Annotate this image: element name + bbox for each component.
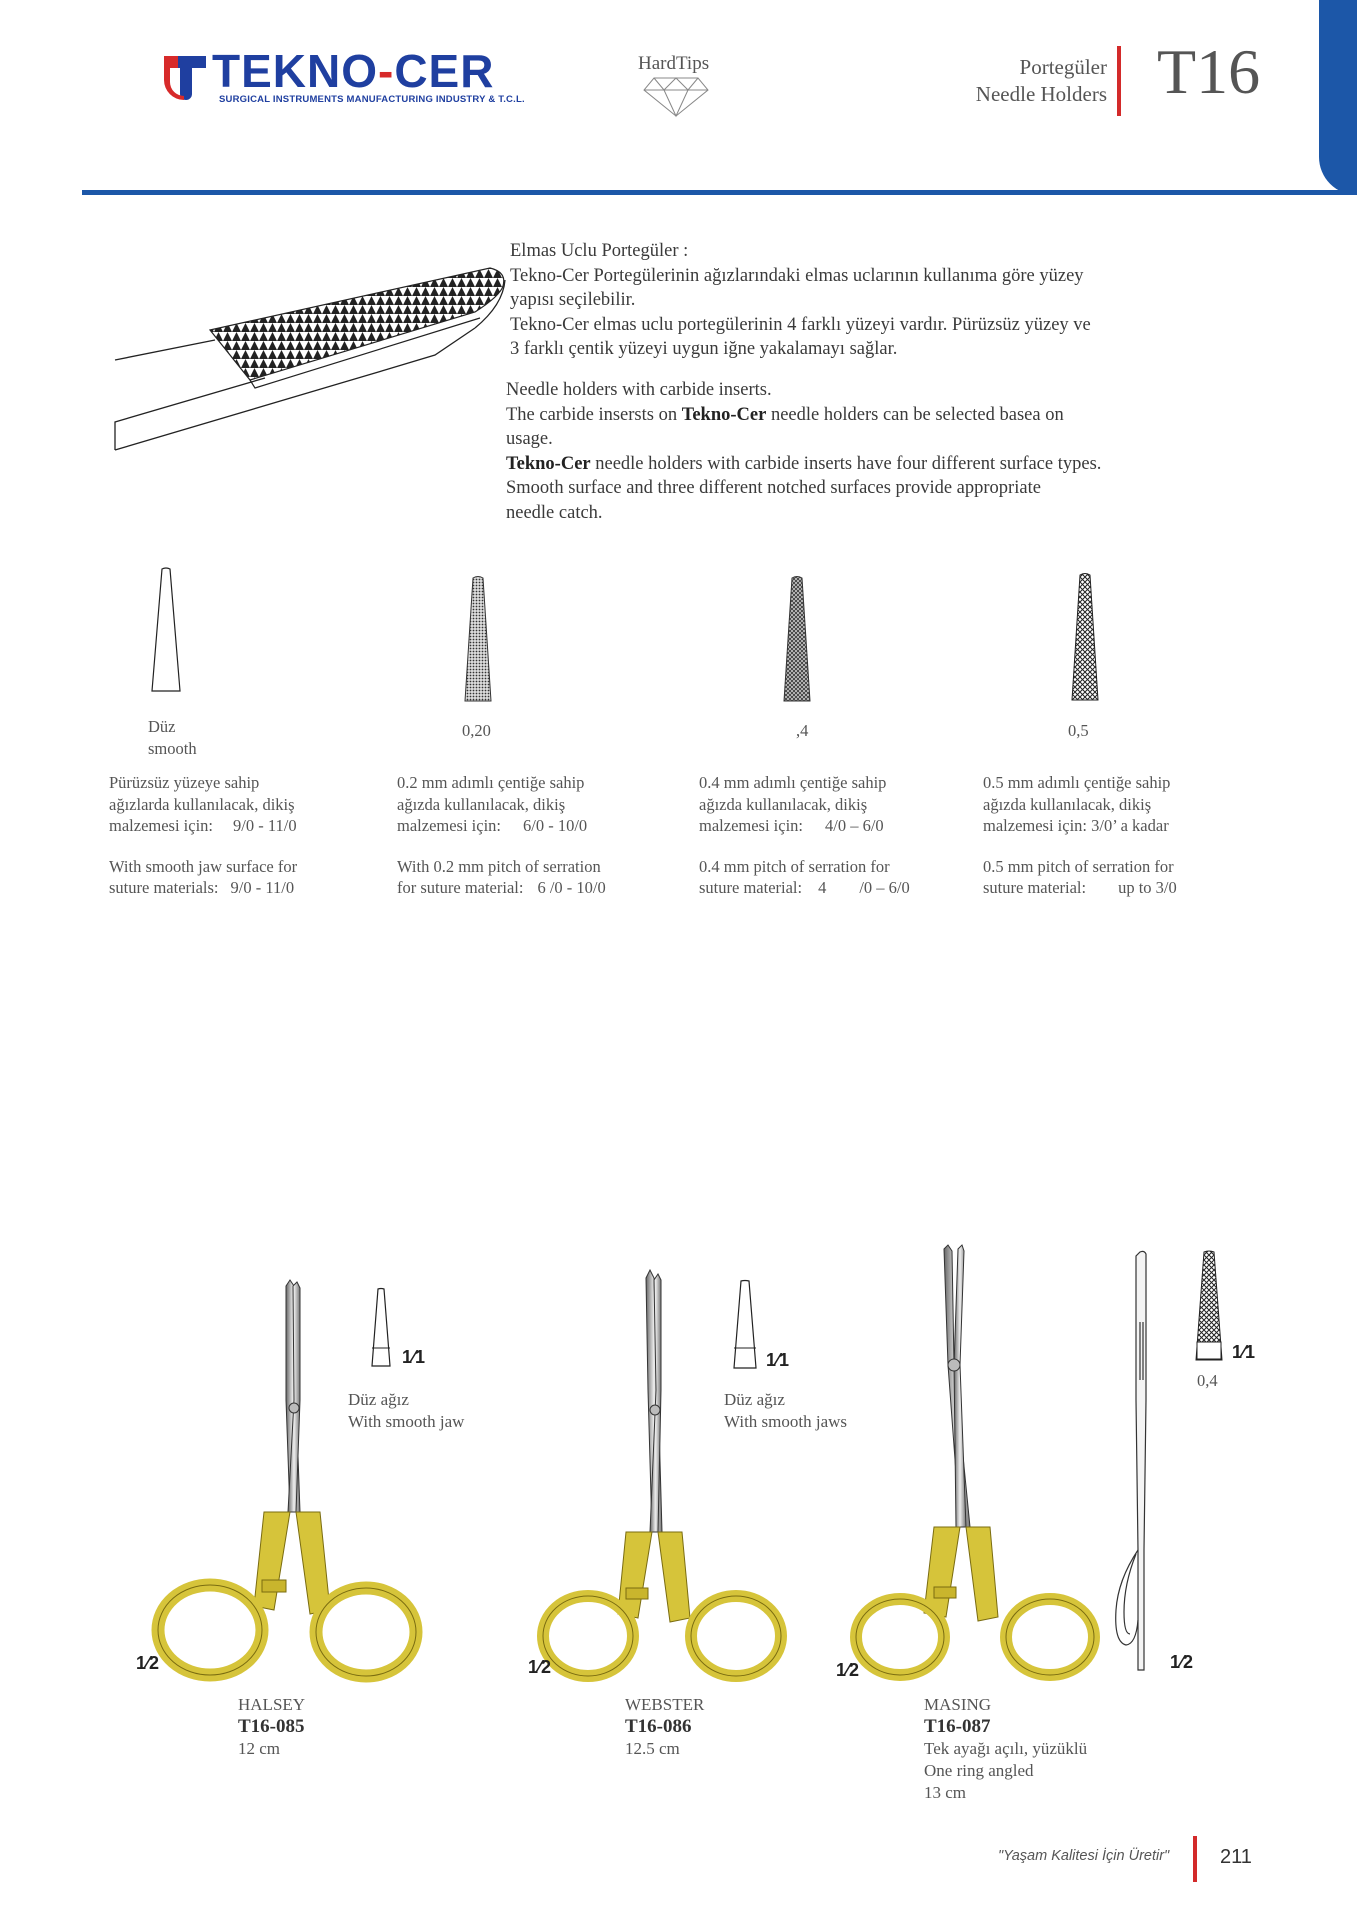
surface-desc-020: 0.2 mm adımlı çentiğe sahip ağızda kullanılacak, dikiş malzemesi için: 6/0 - 10/0 With 0.2 mm pitch of serration for suture material: 6 /0 - 10/0 — [397, 773, 606, 897]
masing-tip-scale: 1⁄1 — [1232, 1342, 1256, 1362]
halsey-tip-scale: 1⁄1 — [402, 1347, 426, 1367]
hardtips-label: HardTips — [638, 53, 710, 74]
diamond-icon — [642, 76, 710, 118]
masing-product-label: MASING T16-087 Tek ayağı açılı, yüzüklü One ring angled 13 cm — [924, 1695, 1088, 1802]
surface-desc-04: 0.4 mm adımlı çentiğe sahip ağızda kullanılacak, dikiş malzemesi için: 4/0 – 6/0 0.4 mm pitch of serration for suture material: 4 /0 – 6/0 — [699, 773, 910, 897]
masing-side-view-image — [1112, 1250, 1162, 1675]
jaw-smooth-icon — [150, 567, 182, 695]
category-title — [976, 54, 1107, 108]
masing-tip-icon — [1194, 1250, 1224, 1362]
intro-turkish: Elmas Uclu Portegüler : Tekno-Cer Portegülerinin ağızlarındaki elmas uclarının kullanıma göre yüzey yapısı seçilebilir. Tekno-Cer elmas uclu portegülerinin 4 farklı yüzeyi vardır. Pürüzsüz yüzey ve 3 farklı çentik yüzeyi uygun iğne yakalamayı sağlar. — [510, 241, 1091, 359]
section-code: T16 — [1157, 36, 1261, 107]
header-blue-corner — [1319, 0, 1357, 195]
masing-tip-label: 0,4 — [1197, 1371, 1218, 1390]
header-divider — [82, 190, 1357, 195]
webster-tip-scale: 1⁄1 — [766, 1350, 790, 1370]
webster-tip-icon — [732, 1280, 758, 1370]
surface-desc-smooth: Pürüzsüz yüzeye sahip ağızlarda kullanılacak, dikiş malzemesi için: 9/0 - 11/0 With smooth jaw surface for suture materials: 9/0 - 11/0 — [109, 773, 298, 897]
header-red-bar — [1117, 46, 1121, 116]
category-tr: Portegüler — [1019, 55, 1107, 79]
jaw-serrated-04-icon — [782, 575, 812, 703]
surface-label-04: ,4 — [796, 721, 809, 740]
footer-slogan: "Yaşam Kalitesi İçin Üretir" — [998, 1848, 1170, 1864]
halsey-product-label: HALSEY T16-085 12 cm — [238, 1695, 306, 1758]
intro-english: Needle holders with carbide inserts. The carbide insersts on Tekno-Cer needle holders can be selected basea on usage. Tekno-Cer needle holders with carbide inserts have four different surface types. Smooth surface and three different notched surfaces provide appropriate needle catch. — [506, 380, 1102, 523]
halsey-jaw-desc: Düz ağız With smooth jaw — [348, 1390, 465, 1431]
surface-label-smooth: Düz smooth — [148, 717, 197, 758]
category-en: Needle Holders — [975, 82, 1107, 106]
masing-body-scale: 1⁄2 — [836, 1660, 860, 1680]
webster-product-label: WEBSTER T16-086 12.5 cm — [625, 1695, 705, 1758]
masing-side-scale: 1⁄2 — [1170, 1652, 1194, 1672]
webster-needle-holder-image — [540, 1270, 800, 1680]
webster-body-scale: 1⁄2 — [528, 1657, 552, 1677]
halsey-tip-icon — [370, 1288, 392, 1368]
masing-needle-holder-image — [850, 1245, 1110, 1680]
webster-jaw-desc: Düz ağız With smooth jaws — [724, 1390, 848, 1431]
logo-mark-icon — [160, 54, 210, 102]
surface-desc-05: 0.5 mm adımlı çentiğe sahip ağızda kullanılacak, dikiş malzemesi için: 3/0’ a kadar 0.5 mm pitch of serration for suture material: up to 3/0 — [983, 773, 1177, 897]
halsey-body-scale: 1⁄2 — [136, 1653, 160, 1673]
page-number: 211 — [1220, 1846, 1252, 1868]
footer-red-bar — [1193, 1836, 1197, 1882]
jaw-serrated-020-icon — [463, 575, 493, 703]
jaw-serrated-05-icon — [1070, 572, 1100, 702]
surface-label-020: 0,20 — [462, 721, 491, 740]
logo-wordmark: TEKNO-CER — [212, 45, 495, 97]
logo-subtitle: SURGICAL INSTRUMENTS MANUFACTURING INDUSTRY & T.C.L. — [219, 94, 525, 105]
surface-label-05: 0,5 — [1068, 721, 1089, 740]
carbide-jaw-illustration — [115, 260, 505, 455]
